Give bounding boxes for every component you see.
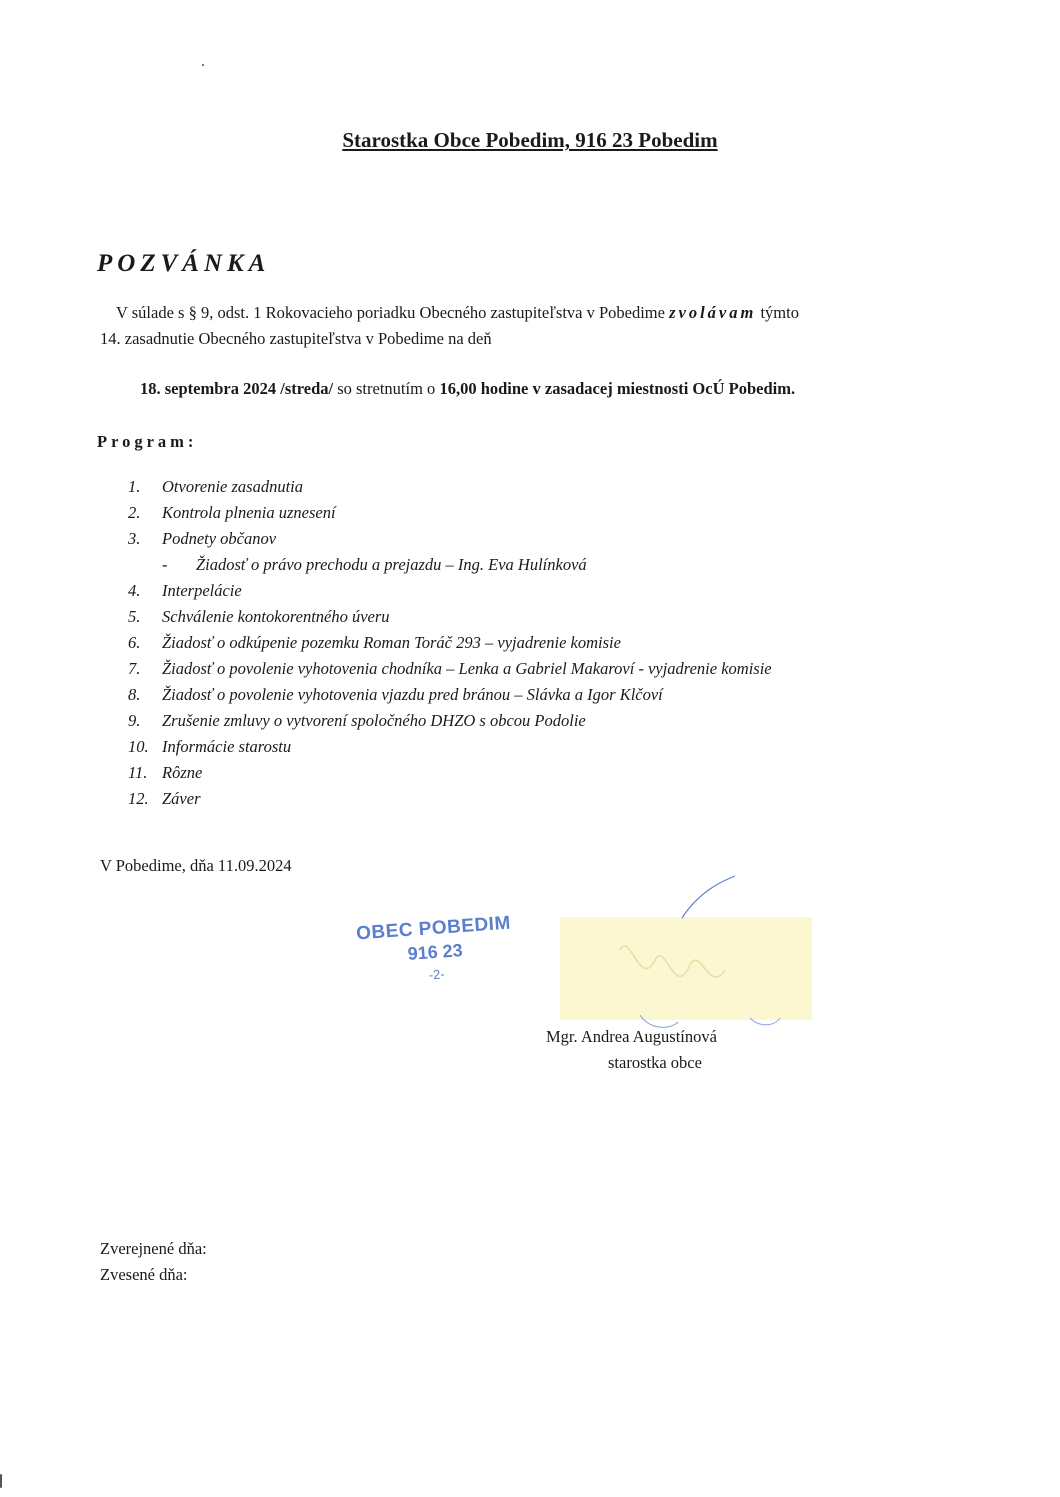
agenda-item-text: Žiadosť o odkúpenie pozemku Roman Toráč 293 – vyjadrenie komisie bbox=[162, 633, 621, 652]
program-label: Program: bbox=[97, 432, 198, 451]
agenda-list bbox=[128, 474, 772, 812]
agenda-item-text: Žiadosť o povolenie vyhotovenia chodníka – Lenka a Gabriel Makaroví - vyjadrenie komisie bbox=[162, 659, 772, 678]
published-date-label: Zverejnené dňa: bbox=[100, 1239, 207, 1258]
official-stamp bbox=[338, 911, 532, 988]
agenda-item-number: 1. bbox=[128, 477, 141, 496]
removed-date-label: Zvesené dňa: bbox=[100, 1265, 188, 1284]
agenda-item-number: 3. bbox=[128, 529, 141, 548]
meeting-details bbox=[140, 379, 795, 399]
agenda-item bbox=[128, 786, 772, 812]
agenda-item bbox=[128, 526, 772, 552]
agenda-item bbox=[128, 708, 772, 734]
agenda-item-number: 8. bbox=[128, 685, 141, 704]
agenda-sub-dash: - bbox=[162, 555, 168, 574]
agenda-item-number: 10. bbox=[128, 737, 149, 756]
meeting-date: 18. septembra 2024 /streda/ bbox=[140, 379, 334, 398]
scan-edge-mark bbox=[0, 1474, 2, 1488]
intro-line-1 bbox=[100, 300, 970, 326]
agenda-item-number: 5. bbox=[128, 607, 141, 626]
publication-record bbox=[100, 1236, 207, 1288]
agenda-item-text: Podnety občanov bbox=[162, 529, 277, 548]
agenda-item-number: 2. bbox=[128, 503, 141, 522]
agenda-item bbox=[128, 630, 772, 656]
agenda-item-number: 11. bbox=[128, 763, 148, 782]
agenda-item-text: Kontrola plnenia uznesení bbox=[162, 503, 336, 522]
agenda-item-text: Interpelácie bbox=[162, 581, 242, 600]
agenda-item-text: Schválenie kontokorentného úveru bbox=[162, 607, 390, 626]
intro-text-after: týmto bbox=[756, 303, 799, 322]
agenda-item bbox=[128, 760, 772, 786]
agenda-item-text: Informácie starostu bbox=[162, 737, 292, 756]
intro-emphasis: zvolávam bbox=[669, 303, 757, 322]
stamp-line-2: 916 23 bbox=[406, 940, 464, 964]
document-header-title: Starostka Obce Pobedim, 916 23 Pobedim bbox=[342, 128, 718, 152]
meeting-connector: so stretnutím o bbox=[333, 379, 440, 398]
place-and-date: V Pobedime, dňa 11.09.2024 bbox=[100, 856, 292, 875]
agenda-item bbox=[128, 552, 772, 578]
agenda-item bbox=[128, 500, 772, 526]
agenda-item-text: Rôzne bbox=[162, 763, 203, 782]
agenda-item-number: 4. bbox=[128, 581, 141, 600]
agenda-item-text: Žiadosť o právo prechodu a prejazdu – Ing. Eva Hulínková bbox=[196, 555, 587, 574]
intro-text-before: V súlade s § 9, odst. 1 Rokovacieho poriadku Obecného zastupiteľstva v Pobedime bbox=[116, 303, 670, 322]
scan-speck bbox=[202, 64, 204, 66]
agenda-item-text: Otvorenie zasadnutia bbox=[162, 477, 303, 496]
meeting-time-place: 16,00 hodine v zasadacej miestnosti OcÚ Pobedim. bbox=[439, 379, 796, 398]
signer-role: starostka obce bbox=[608, 1053, 702, 1072]
agenda-item bbox=[128, 578, 772, 604]
stamp-line-3: -2- bbox=[428, 966, 446, 983]
signature-scribble-icon bbox=[560, 870, 820, 1040]
intro-line-2: 14. zasadnutie Obecného zastupiteľstva v Pobedime na deň bbox=[100, 329, 492, 348]
agenda-item bbox=[128, 734, 772, 760]
document-heading: POZVÁNKA bbox=[97, 250, 271, 277]
stamp-line-1: OBEC POBEDIM bbox=[355, 912, 512, 945]
agenda-item-text: Zrušenie zmluvy o vytvorení spoločného DHZO s obcou Podolie bbox=[162, 711, 586, 730]
agenda-item-text: Žiadosť o povolenie vyhotovenia vjazdu pred bránou – Slávka a Igor Klčoví bbox=[162, 685, 663, 704]
agenda-item-number: 9. bbox=[128, 711, 141, 730]
agenda-item bbox=[128, 474, 772, 500]
agenda-item-number: 12. bbox=[128, 789, 149, 808]
agenda-item-number: 6. bbox=[128, 633, 141, 652]
agenda-item bbox=[128, 682, 772, 708]
agenda-item-text: Záver bbox=[162, 789, 201, 808]
agenda-item-number: 7. bbox=[128, 659, 141, 678]
intro-paragraph bbox=[100, 300, 970, 352]
agenda-item bbox=[128, 656, 772, 682]
agenda-item bbox=[128, 604, 772, 630]
signer-name: Mgr. Andrea Augustínová bbox=[546, 1027, 717, 1046]
